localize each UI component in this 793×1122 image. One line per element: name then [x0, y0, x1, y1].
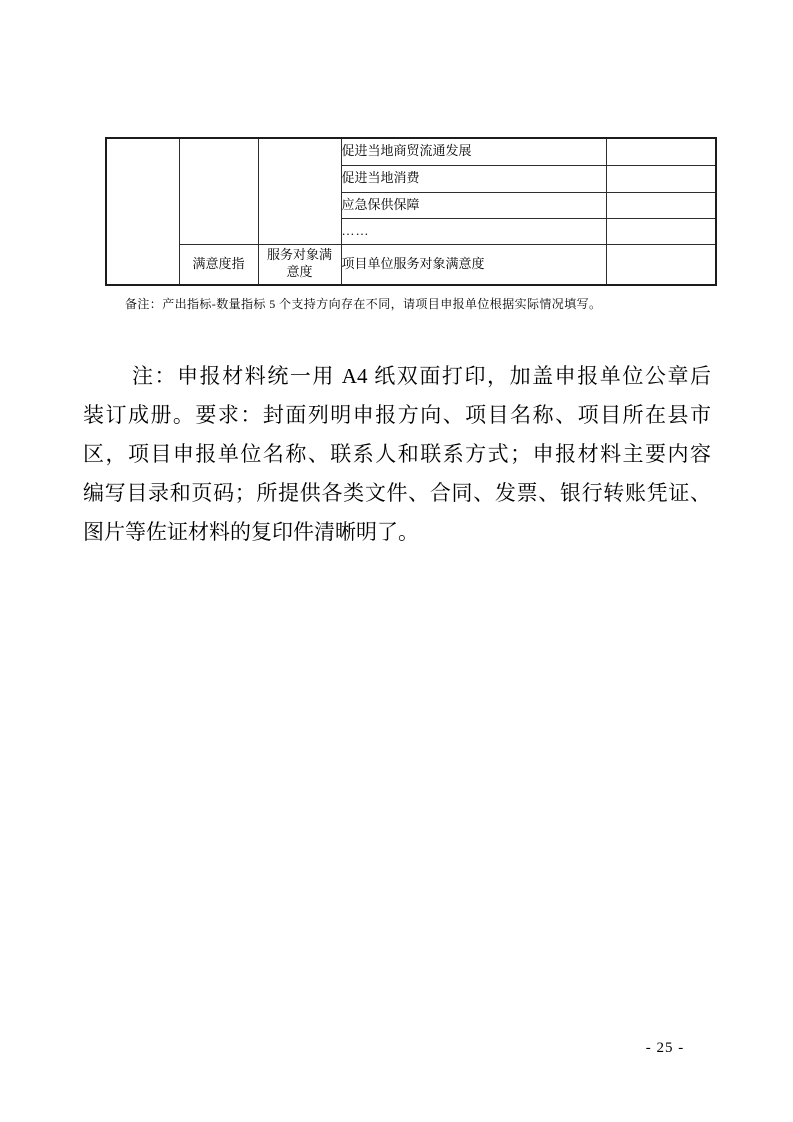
paragraph-line: 注：申报材料统一用 A4 纸双面打印，加盖申报单位公章后 [132, 364, 711, 388]
indicator-cell: 促进当地商贸流通发展 [341, 138, 606, 165]
paragraph-line: 装订成册。要求：封面列明申报方向、项目名称、项目所在县市 [83, 403, 711, 427]
value-cell-empty [606, 244, 716, 285]
table-row [106, 138, 716, 165]
table-row-satisfaction [106, 244, 716, 285]
sub-category-cell [258, 244, 341, 285]
value-cell-empty [606, 165, 716, 192]
sub-category-line2: 意度 [286, 264, 313, 280]
indicator-cell: 项目单位服务对象满意度 [341, 244, 606, 285]
page-number: - 25 - [645, 1040, 685, 1056]
indicator-cell-ellipsis: …… [341, 218, 606, 244]
sub-category-line1: 服务对象满 [266, 247, 332, 263]
paragraph-line: 区，项目申报单位名称、联系人和联系方式；申报材料主要内容 [83, 442, 711, 466]
value-cell-empty [606, 218, 716, 244]
value-cell-empty [606, 192, 716, 218]
category-cell: 满意度指 [179, 244, 258, 285]
indicator-table [105, 137, 717, 286]
spanned-empty-cell-col1 [106, 138, 179, 285]
value-cell-empty [606, 138, 716, 165]
table-footnote: 备注：产出指标-数量指标 5 个支持方向存在不同，请项目申报单位根据实际情况填写。 [125, 297, 602, 311]
paragraph-line: 编写目录和页码；所提供各类文件、合同、发票、银行转账凭证、 [83, 481, 711, 505]
indicator-cell: 促进当地消费 [341, 165, 606, 192]
note-paragraph [83, 357, 711, 552]
spanned-empty-cell-col3 [258, 138, 341, 244]
spanned-empty-cell-col2 [179, 138, 258, 244]
indicator-cell: 应急保供保障 [341, 192, 606, 218]
paragraph-line: 图片等佐证材料的复印件清晰明了。 [83, 520, 419, 544]
